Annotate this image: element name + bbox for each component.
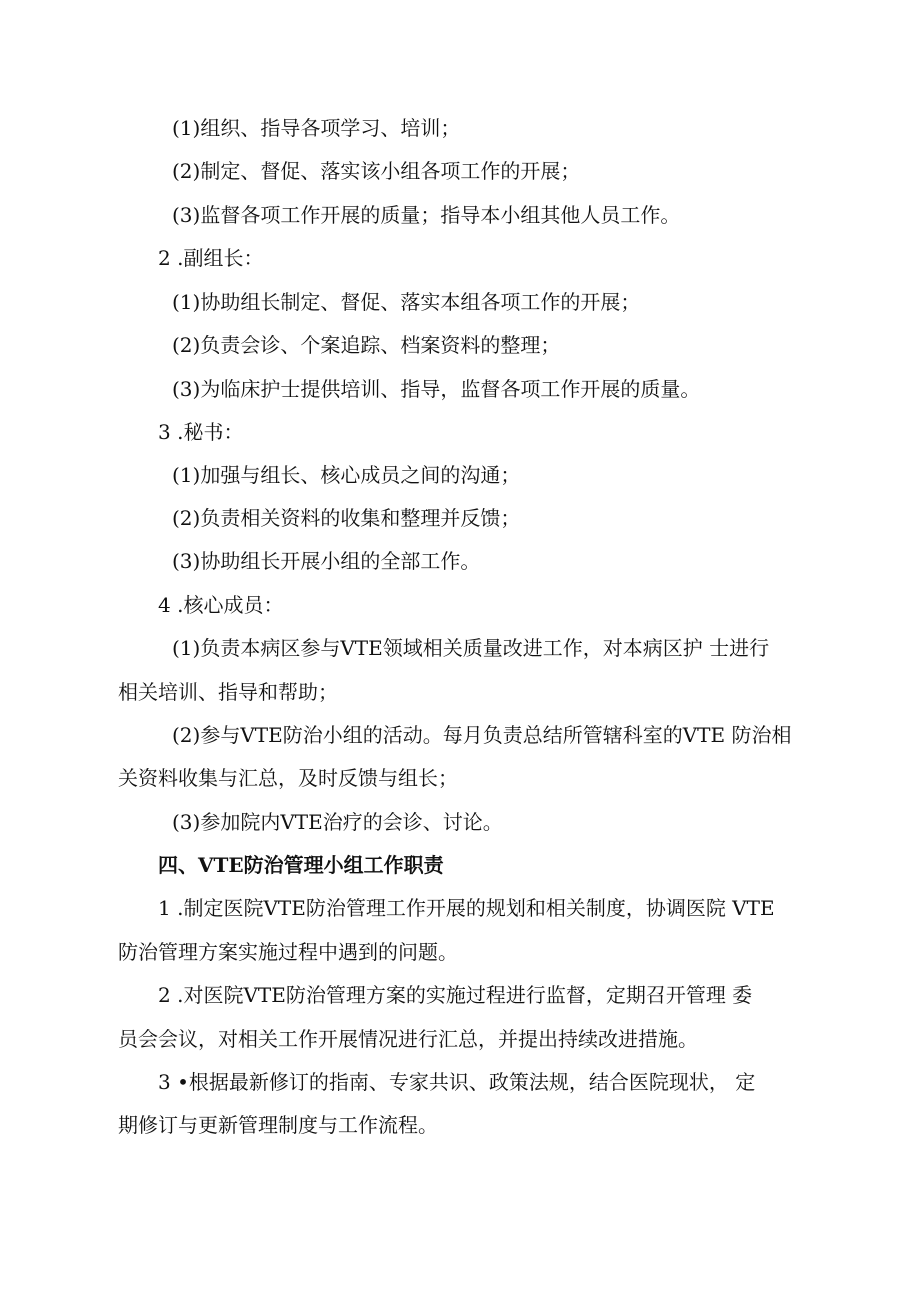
paragraph-line: 员会会议，对相关工作开展情况进行汇总，并提出持续改进措施。	[118, 1027, 698, 1051]
section-label: 3 .秘书：	[158, 420, 244, 444]
paragraph-line: 相关培训、指导和帮助；	[118, 680, 338, 704]
paragraph-line: 1 .制定医院VTE防治管理工作开展的规划和相关制度，协调医院 VTE	[158, 896, 775, 920]
list-item: (1)加强与组长、核心成员之间的沟通；	[172, 463, 521, 487]
paragraph-line: 2 .对医院VTE防治管理方案的实施过程进行监督，定期召开管理 委	[158, 983, 753, 1007]
list-item: (1)协助组长制定、督促、落实本组各项工作的开展；	[172, 290, 641, 314]
list-item: (3)为临床护士提供培训、指导，监督各项工作开展的质量。	[172, 377, 701, 401]
list-item: (3)参加院内VTE治疗的会诊、讨论。	[172, 810, 503, 834]
section-label: 4 .核心成员：	[158, 593, 284, 617]
section-heading: 四、VTE防治管理小组工作职责	[158, 853, 444, 877]
list-item: (2)负责相关资料的收集和整理并反馈；	[172, 506, 521, 530]
list-item: (2)负责会诊、个案追踪、档案资料的整理；	[172, 333, 561, 357]
section-label: 2 .副组长：	[158, 246, 264, 270]
list-item: (3)协助组长开展小组的全部工作。	[172, 549, 481, 573]
paragraph-line: (2)参与VTE防治小组的活动。每月负责总结所管辖科室的VTE 防治相	[172, 723, 792, 747]
paragraph-line: 关资料收集与汇总，及时反馈与组长；	[118, 766, 458, 790]
paragraph-line: 3 •根据最新修订的指南、专家共识、政策法规，结合医院现状， 定	[158, 1070, 756, 1094]
paragraph-line: (1)负责本病区参与VTE领域相关质量改进工作，对本病区护 士进行	[172, 636, 770, 660]
paragraph-line: 防治管理方案实施过程中遇到的问题。	[118, 940, 458, 964]
list-item: (3)监督各项工作开展的质量；指导本小组其他人员工作。	[172, 203, 681, 227]
paragraph-line: 期修订与更新管理制度与工作流程。	[118, 1113, 438, 1137]
list-item: (1)组织、指导各项学习、培训；	[172, 116, 461, 140]
list-item: (2)制定、督促、落实该小组各项工作的开展；	[172, 159, 581, 183]
